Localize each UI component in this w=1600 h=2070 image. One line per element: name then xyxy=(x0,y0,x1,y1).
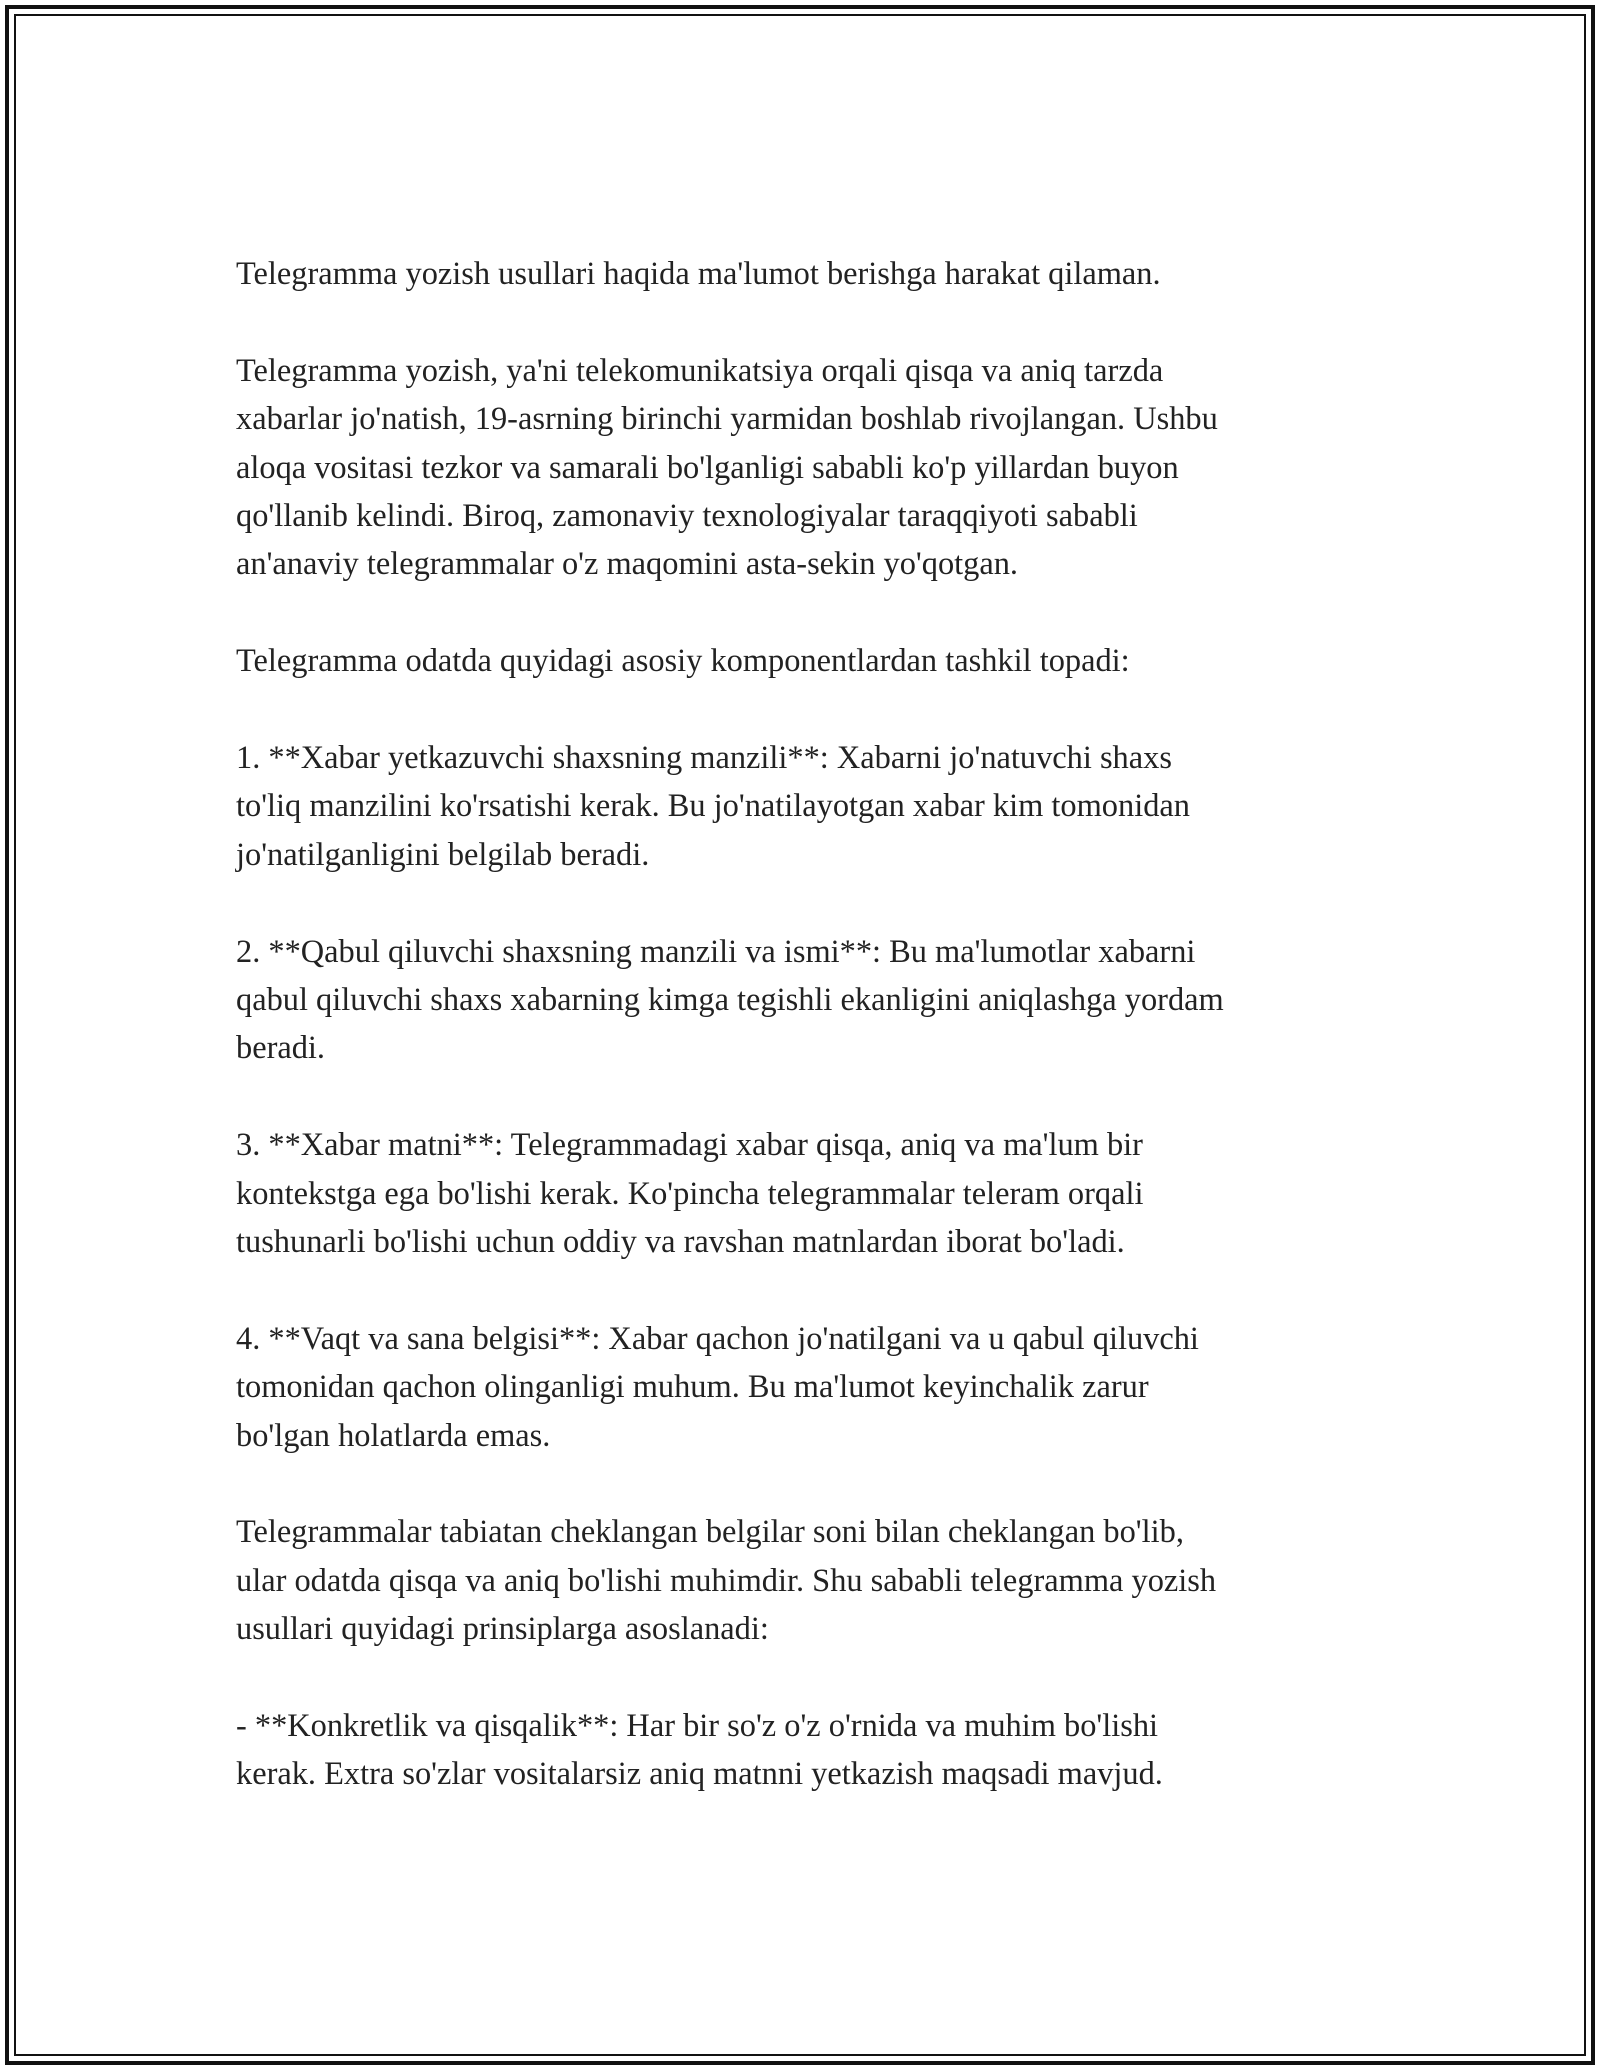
list-item-time-date: 4. **Vaqt va sana belgisi**: Xabar qachon jo'natilgani va u qabul qiluvchi tomonidan qachon olinganligi muhum. Bu ma'lumot keyinchalik zarur bo'lgan holatlarda emas. xyxy=(236,1320,1199,1454)
list-item-recipient: 2. **Qabul qiluvchi shaxsning manzili va ismi**: Bu ma'lumotlar xabarni qabul qiluvchi shaxs xabarning kimga tegishli ekanligini aniqlashga yordam beradi. xyxy=(236,933,1224,1067)
components-intro-paragraph: Telegramma odatda quyidagi asosiy komponentlardan tashkil topadi: xyxy=(236,643,1130,680)
list-item-message-text: 3. **Xabar matni**: Telegrammadagi xabar qisqa, aniq va ma'lum bir kontekstga ega bo'lishi kerak. Ko'pincha telegrammalar teleram orqali tushunarli bo'lishi uchun oddiy va ravshan matnlardan iborat bo'ladi. xyxy=(236,1127,1144,1261)
list-item-sender-address: 1. **Xabar yetkazuvchi shaxsning manzili**: Xabarni jo'natuvchi shaxs to'liq manzilini ko'rsatishi kerak. Bu jo'natilayotgan xabar kim tomonidan jo'natilganligini belgilab beradi. xyxy=(236,740,1190,873)
bullet-item-concreteness: - **Konkretlik va qisqalik**: Har bir so'z o'z o'rnida va muhim bo'lishi kerak. Extra so'zlar vositalarsiz aniq matnni yetkazish maqsadi mavjud. xyxy=(236,1708,1163,1793)
intro-paragraph: Telegramma yozish usullari haqida ma'lumot berishga harakat qilaman. xyxy=(236,256,1161,292)
principles-intro-paragraph: Telegrammalar tabiatan cheklangan belgilar soni bilan cheklangan bo'lib, ular odatda qisqa va aniq bo'lishi muhimdir. Shu sababli telegramma yozish usullari quyidagi prinsiplarga asoslanadi: xyxy=(236,1514,1217,1648)
document-body xyxy=(236,250,1366,1847)
history-paragraph: Telegramma yozish, ya'ni telekomunikatsiya orqali qisqa va aniq tarzda xabarlar jo'natish, 19-asrning birinchi yarmidan boshlab rivojlangan. Ushbu aloqa vositasi tezkor va samarali bo'lganligi sababli ko'p yillardan buyon qo'llanib kelindi. Biroq, zamonaviy texnologiyalar taraqqiyoti sababli an'anaviy telegrammalar o'z maqomini asta-sekin yo'qotgan. xyxy=(236,352,1218,583)
